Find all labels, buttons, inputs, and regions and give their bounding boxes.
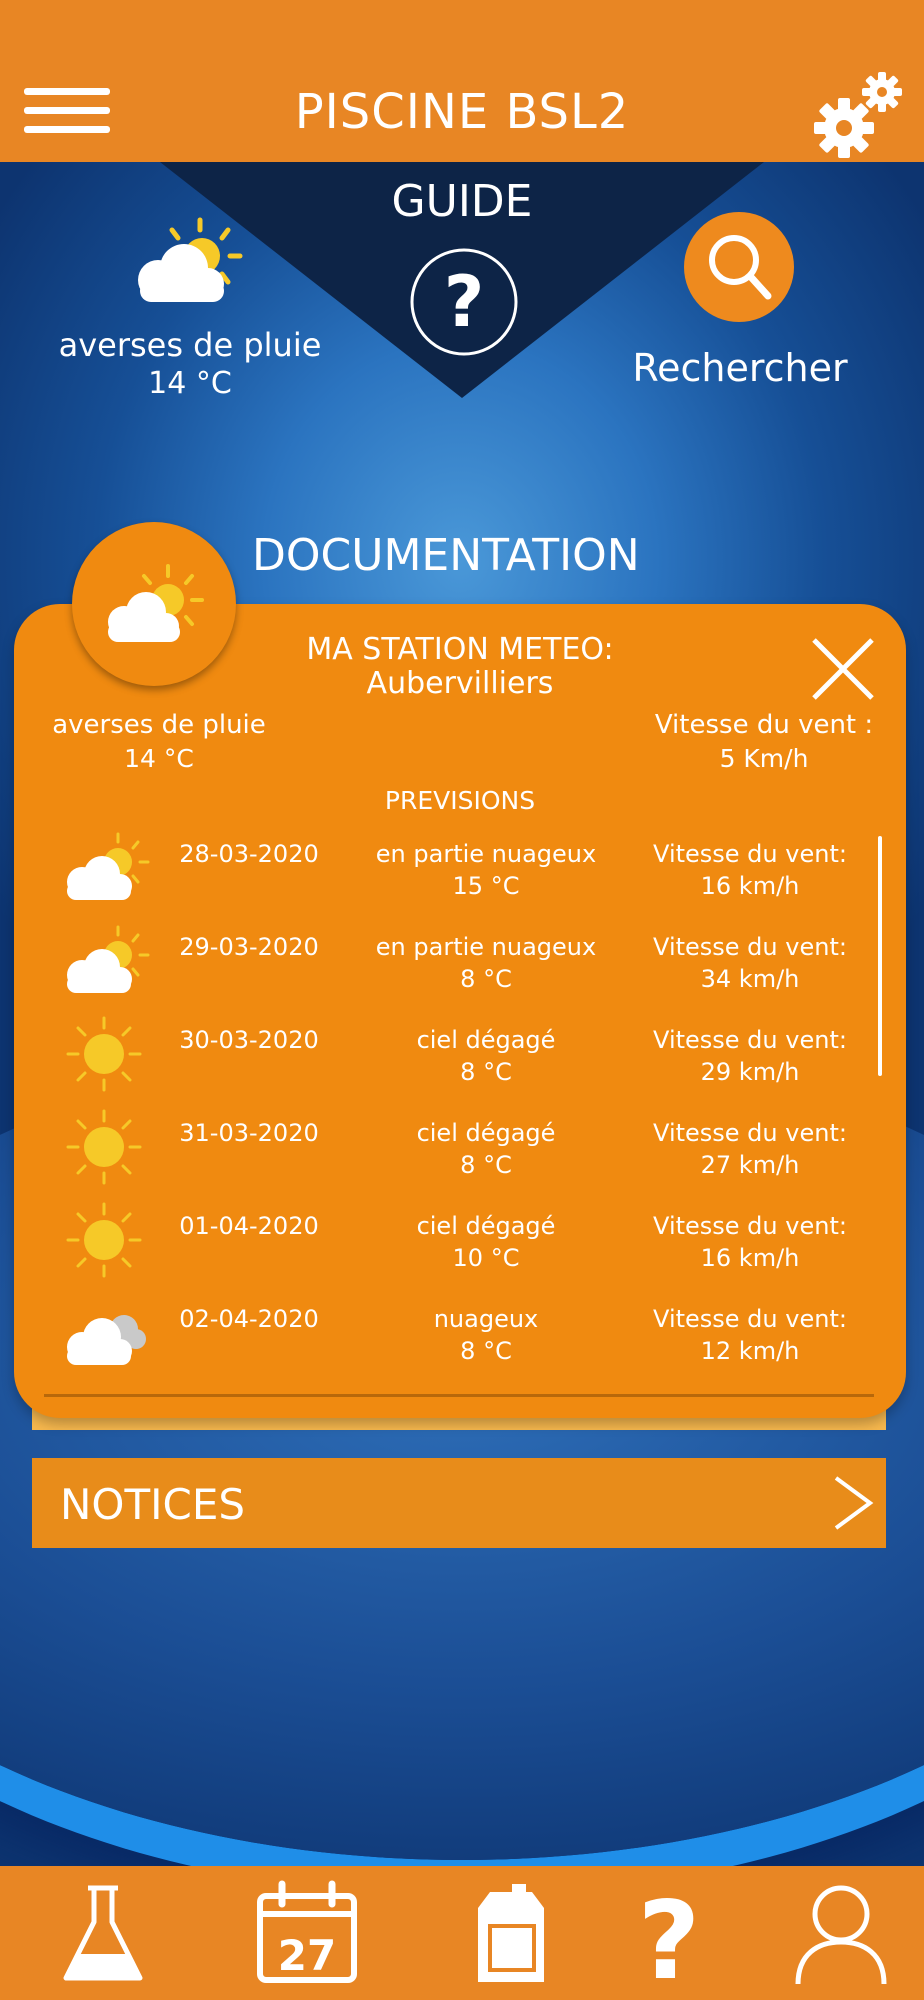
app-title: PISCINE BSL2: [294, 84, 630, 140]
partly-cloudy-icon: [128, 214, 248, 310]
weather-temperature: 14 °C: [148, 366, 232, 401]
chevron-right-icon: [828, 1472, 878, 1534]
forecast-title: PREVISIONS: [384, 786, 536, 815]
sun-icon: [58, 1202, 150, 1278]
sun-icon: [58, 1016, 150, 1092]
forecast-temperature: 8 °C: [460, 1337, 512, 1365]
forecast-temperature: 10 °C: [452, 1244, 520, 1272]
forecast-description: en partie nuageux: [375, 840, 597, 868]
notices-button[interactable]: [32, 1458, 886, 1548]
help-icon[interactable]: [614, 1878, 724, 1988]
forecast-date: 28-03-2020: [179, 840, 319, 868]
forecast-row: [14, 1202, 906, 1295]
forecast-list[interactable]: [14, 830, 906, 1390]
guide-label: GUIDE: [391, 176, 533, 227]
partly-cloudy-icon: [58, 830, 150, 906]
forecast-temperature: 8 °C: [460, 1151, 512, 1179]
forecast-temperature: 8 °C: [460, 965, 512, 993]
current-wind-value: 5 Km/h: [719, 744, 809, 773]
forecast-wind-value: 12 km/h: [700, 1337, 800, 1365]
calendar-day: 27: [277, 1931, 337, 1980]
search-label[interactable]: Rechercher: [632, 346, 848, 390]
forecast-date: 31-03-2020: [179, 1119, 319, 1147]
popup-weather-bubble: [72, 522, 236, 686]
forecast-wind-value: 16 km/h: [700, 872, 800, 900]
current-weather-description: averses de pluie: [52, 710, 266, 740]
forecast-wind-label: Vitesse du vent:: [653, 840, 847, 868]
forecast-wind-value: 16 km/h: [700, 1244, 800, 1272]
divider: [44, 1394, 874, 1397]
bottom-navigation: [0, 1866, 924, 2000]
forecast-description: ciel dégagé: [416, 1026, 556, 1054]
weather-description: averses de pluie: [58, 326, 322, 364]
cloudy-icon: [58, 1295, 150, 1371]
forecast-row: [14, 923, 906, 1016]
bottle-icon[interactable]: [456, 1878, 566, 1988]
forecast-wind-value: 27 km/h: [700, 1151, 800, 1179]
forecast-row: [14, 1016, 906, 1109]
forecast-row: [14, 830, 906, 923]
forecast-wind-label: Vitesse du vent:: [653, 933, 847, 961]
forecast-row: [14, 1109, 906, 1202]
notices-label: NOTICES: [60, 1480, 246, 1529]
search-icon: [684, 212, 794, 322]
forecast-wind-label: Vitesse du vent:: [653, 1026, 847, 1054]
app-header: [0, 0, 924, 162]
current-weather-temperature: 14 °C: [124, 744, 194, 773]
sun-icon: [58, 1109, 150, 1185]
forecast-scrollbar[interactable]: [878, 836, 882, 1076]
forecast-wind-label: Vitesse du vent:: [653, 1119, 847, 1147]
current-wind-label: Vitesse du vent :: [654, 710, 874, 740]
settings-gear-icon[interactable]: [806, 70, 906, 160]
search-button[interactable]: [684, 212, 794, 322]
forecast-date: 30-03-2020: [179, 1026, 319, 1054]
popup-title: MA STATION METEO:: [306, 632, 614, 667]
forecast-temperature: 8 °C: [460, 1058, 512, 1086]
partly-cloudy-icon: [58, 923, 150, 999]
documentation-title[interactable]: DOCUMENTATION: [252, 530, 640, 581]
close-icon[interactable]: [808, 634, 878, 704]
forecast-description: en partie nuageux: [375, 933, 597, 961]
forecast-wind-value: 29 km/h: [700, 1058, 800, 1086]
popup-city: Aubervilliers: [366, 666, 554, 701]
forecast-description: ciel dégagé: [416, 1212, 556, 1240]
forecast-temperature: 15 °C: [452, 872, 520, 900]
user-icon[interactable]: [786, 1878, 896, 1988]
svg-text:?: ?: [443, 261, 485, 343]
calendar-icon[interactable]: [252, 1878, 362, 1988]
forecast-wind-label: Vitesse du vent:: [653, 1212, 847, 1240]
forecast-description: nuageux: [433, 1305, 539, 1333]
forecast-date: 01-04-2020: [179, 1212, 319, 1240]
forecast-date: 29-03-2020: [179, 933, 319, 961]
forecast-date: 02-04-2020: [179, 1305, 319, 1333]
partly-cloudy-icon: [72, 522, 236, 686]
forecast-row: [14, 1295, 906, 1388]
forecast-wind-label: Vitesse du vent:: [653, 1305, 847, 1333]
flask-icon[interactable]: [48, 1878, 158, 1988]
weather-station-popup: [14, 604, 906, 1418]
guide-help-icon[interactable]: [408, 246, 520, 358]
svg-text:?: ?: [637, 1879, 701, 1988]
forecast-wind-value: 34 km/h: [700, 965, 800, 993]
forecast-description: ciel dégagé: [416, 1119, 556, 1147]
